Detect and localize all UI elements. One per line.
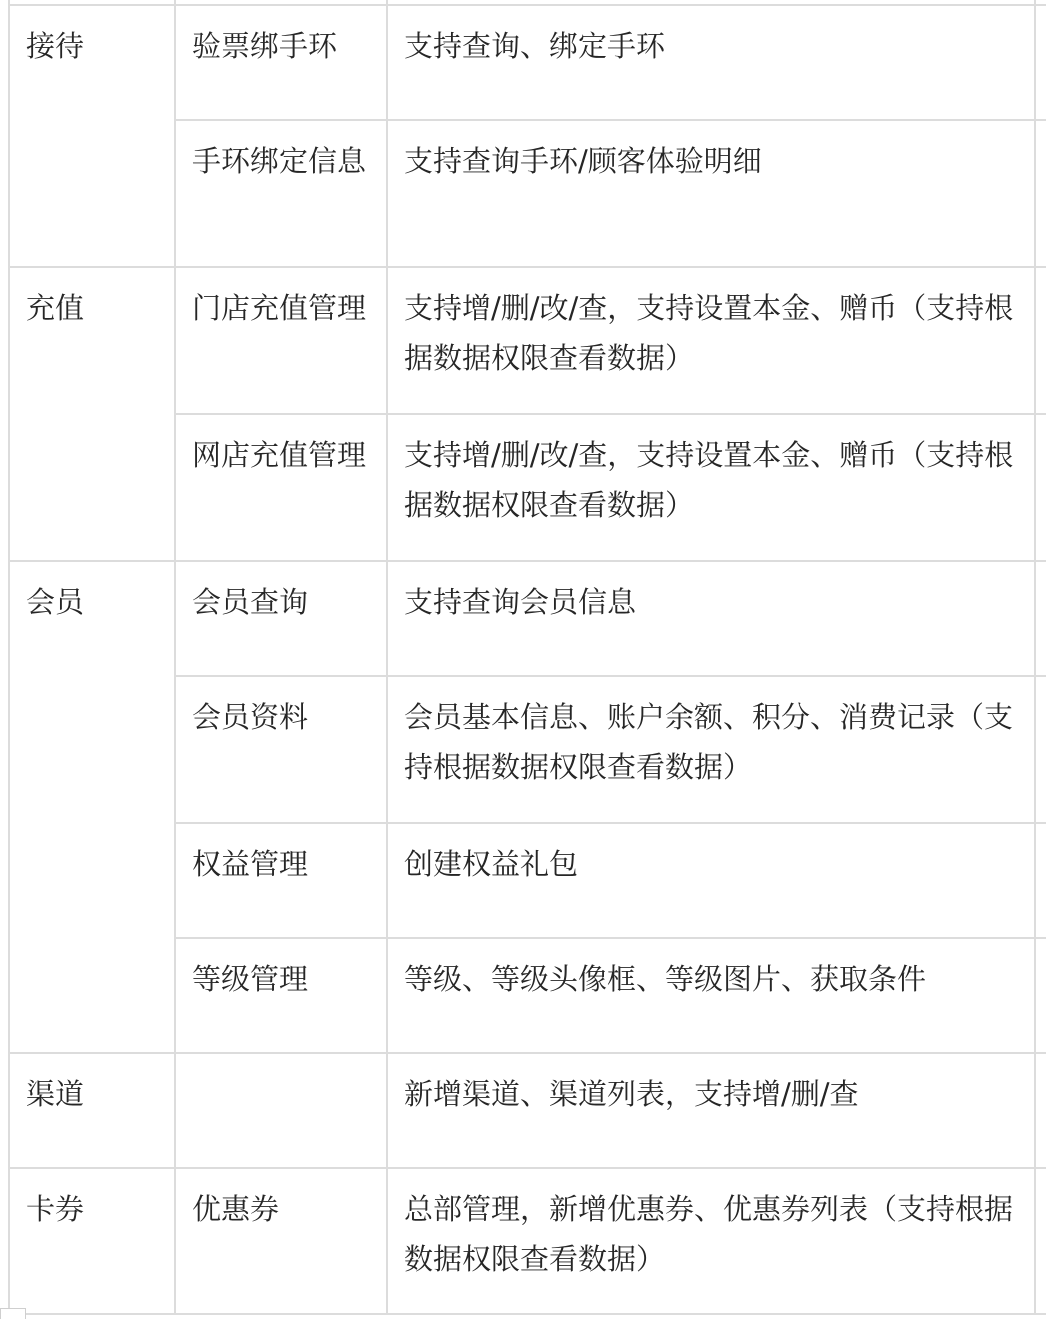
category-label: 充值 xyxy=(26,291,85,325)
extra-cell xyxy=(1035,267,1046,414)
category-cell xyxy=(9,1053,175,1168)
category-cell xyxy=(9,5,175,267)
item-label: 验票绑手环 xyxy=(192,29,338,63)
extra-cell xyxy=(1035,676,1046,823)
item-cell xyxy=(175,823,387,938)
extra-cell xyxy=(1035,5,1046,120)
item-cell xyxy=(175,1053,387,1168)
desc-text: 等级、等级头像框、等级图片、获取条件 xyxy=(404,962,927,996)
extra-cell xyxy=(1035,414,1046,561)
desc-cell xyxy=(387,823,1035,938)
table-row xyxy=(9,1053,1046,1168)
desc-cell xyxy=(387,1168,1035,1314)
extra-cell xyxy=(1035,120,1046,267)
desc-cell xyxy=(387,1053,1035,1168)
extra-cell xyxy=(1035,1168,1046,1314)
item-cell xyxy=(175,1168,387,1314)
desc-text: 支持增/删/改/查，支持设置本金、赠币（支持根据数据权限查看数据） xyxy=(404,291,1014,375)
desc-text: 支持查询、绑定手环 xyxy=(404,29,666,63)
category-label: 接待 xyxy=(26,29,85,63)
desc-cell xyxy=(387,120,1035,267)
category-cell xyxy=(9,1168,175,1314)
desc-cell xyxy=(387,267,1035,414)
desc-cell xyxy=(387,561,1035,676)
extra-cell xyxy=(1035,561,1046,676)
category-label: 渠道 xyxy=(26,1077,85,1111)
table-row xyxy=(9,561,1046,676)
desc-text: 支持查询手环/顾客体验明细 xyxy=(404,144,762,178)
item-label: 会员查询 xyxy=(192,585,309,619)
category-cell xyxy=(9,561,175,1053)
item-label: 优惠券 xyxy=(192,1192,280,1226)
item-cell xyxy=(175,561,387,676)
item-label: 网店充值管理 xyxy=(192,438,367,472)
extra-cell xyxy=(1035,823,1046,938)
table-row xyxy=(9,267,1046,414)
desc-text: 支持查询会员信息 xyxy=(404,585,637,619)
desc-text: 会员基本信息、账户余额、积分、消费记录（支持根据数据权限查看数据） xyxy=(404,700,1014,784)
item-cell xyxy=(175,414,387,561)
desc-cell xyxy=(387,938,1035,1053)
category-label: 卡券 xyxy=(26,1192,85,1226)
item-label: 门店充值管理 xyxy=(192,291,367,325)
desc-text: 支持增/删/改/查，支持设置本金、赠币（支持根据数据权限查看数据） xyxy=(404,438,1014,522)
item-label: 手环绑定信息 xyxy=(192,144,367,178)
table-row xyxy=(9,1168,1046,1314)
scroll-edge-marker xyxy=(0,1308,26,1319)
item-label: 等级管理 xyxy=(192,962,309,996)
item-cell xyxy=(175,676,387,823)
desc-cell xyxy=(387,5,1035,120)
category-cell xyxy=(9,267,175,561)
extra-cell xyxy=(1035,938,1046,1053)
feature-table xyxy=(8,0,1046,1315)
item-label: 会员资料 xyxy=(192,700,309,734)
extra-cell xyxy=(1035,1053,1046,1168)
item-cell xyxy=(175,5,387,120)
desc-text: 总部管理，新增优惠券、优惠券列表（支持根据数据权限查看数据） xyxy=(404,1192,1014,1276)
desc-cell xyxy=(387,414,1035,561)
desc-cell xyxy=(387,676,1035,823)
category-label: 会员 xyxy=(26,585,85,619)
item-cell xyxy=(175,938,387,1053)
desc-text: 创建权益礼包 xyxy=(404,847,579,881)
item-label xyxy=(192,1054,370,1069)
desc-text: 新增渠道、渠道列表，支持增/删/查 xyxy=(404,1077,859,1111)
item-cell xyxy=(175,120,387,267)
table-row xyxy=(9,5,1046,120)
item-cell xyxy=(175,267,387,414)
item-label: 权益管理 xyxy=(192,847,309,881)
